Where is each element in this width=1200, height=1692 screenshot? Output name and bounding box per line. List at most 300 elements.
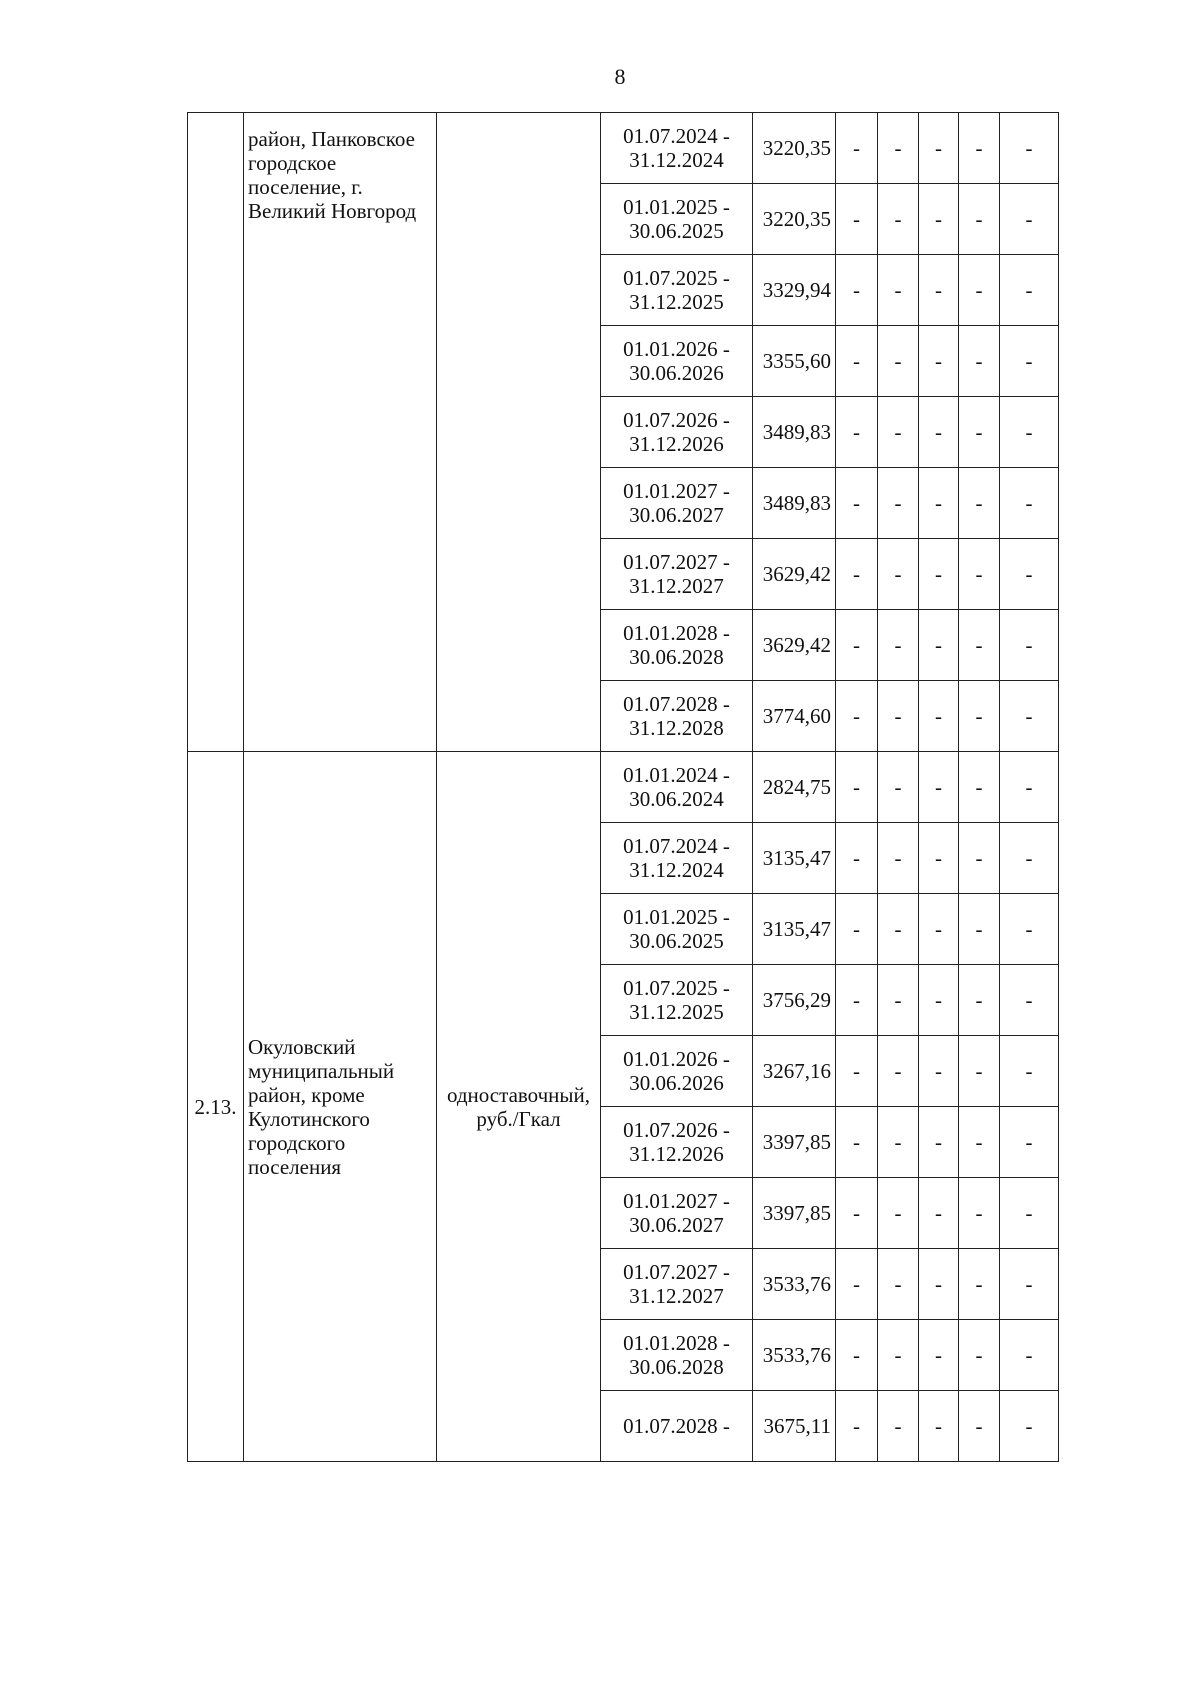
period-cell: [601, 255, 753, 326]
empty-value-cell: [878, 468, 919, 539]
period-end: 30.06.2026: [629, 1071, 724, 1095]
dash-mark: -: [853, 1201, 860, 1225]
dash-mark: -: [975, 420, 983, 444]
period-end: 31.12.2025: [629, 290, 724, 314]
period-start: 01.01.2028 -: [623, 621, 730, 645]
dash-mark: -: [853, 491, 860, 515]
dash-mark: -: [853, 1414, 860, 1438]
empty-value-cell: [878, 823, 919, 894]
period-cell: [601, 326, 753, 397]
dash-mark: -: [975, 491, 983, 515]
empty-value-cell: [878, 1036, 919, 1107]
tariff-value-cell: [753, 1320, 836, 1391]
empty-value-cell: [1000, 113, 1059, 184]
empty-value-cell: [919, 1178, 959, 1249]
empty-value-cell: [919, 823, 959, 894]
region-name-line: поселения: [248, 1154, 342, 1179]
empty-value-cell: [1000, 255, 1059, 326]
empty-value-cell: [1000, 894, 1059, 965]
dash-mark: -: [1025, 917, 1033, 941]
empty-value-cell: [1000, 539, 1059, 610]
empty-value-cell: [919, 681, 959, 752]
tariff-type-line: одноставочный,: [446, 1082, 591, 1107]
period-start: 01.07.2025 -: [623, 266, 730, 290]
period-cell: [601, 681, 753, 752]
dash-mark: -: [975, 136, 983, 160]
tariff-value: 3220,35: [762, 207, 831, 231]
dash-mark: -: [975, 1130, 983, 1154]
empty-value-cell: [1000, 823, 1059, 894]
empty-value-cell: [878, 1320, 919, 1391]
period-end: 30.06.2028: [629, 1355, 724, 1379]
dash-mark: -: [853, 1272, 860, 1296]
empty-value-cell: [836, 965, 878, 1036]
item-number: 2.13.: [194, 1094, 237, 1119]
tariff-value: 3489,83: [762, 491, 831, 515]
region-name-line: район, кроме: [248, 1082, 365, 1107]
empty-value-cell: [959, 1036, 1000, 1107]
empty-value-cell: [836, 752, 878, 823]
empty-value-cell: [959, 1320, 1000, 1391]
empty-value-cell: [959, 1178, 1000, 1249]
empty-value-cell: [878, 752, 919, 823]
tariff-value-cell: [753, 1249, 836, 1320]
period-start: 01.01.2027 -: [623, 1189, 730, 1213]
dash-mark: -: [894, 633, 902, 657]
period-end: 31.12.2024: [629, 858, 724, 882]
period-end: 30.06.2027: [629, 503, 724, 527]
tariff-value-cell: [753, 823, 836, 894]
dash-mark: -: [975, 278, 983, 302]
period-cell: [601, 1107, 753, 1178]
empty-value-cell: [878, 1391, 919, 1462]
empty-value-cell: [959, 468, 1000, 539]
empty-value-cell: [836, 1391, 878, 1462]
period-cell: [601, 752, 753, 823]
region-name-line: Кулотинского: [248, 1106, 370, 1131]
dash-mark: -: [975, 775, 983, 799]
empty-value-cell: [919, 326, 959, 397]
tariff-value: 3397,85: [762, 1130, 831, 1154]
dash-mark: -: [853, 136, 860, 160]
empty-value-cell: [836, 397, 878, 468]
empty-value-cell: [836, 1036, 878, 1107]
period-end: 30.06.2024: [629, 787, 724, 811]
empty-value-cell: [919, 1320, 959, 1391]
empty-value-cell: [959, 1391, 1000, 1462]
region-name-line: поселение, г.: [248, 175, 363, 199]
dash-mark: -: [935, 491, 942, 515]
dash-mark: -: [935, 420, 942, 444]
dash-mark: -: [1025, 633, 1033, 657]
dash-mark: -: [853, 349, 860, 373]
empty-value-cell: [836, 823, 878, 894]
period-start: 01.07.2025 -: [623, 976, 730, 1000]
period-end: 31.12.2027: [629, 574, 724, 598]
dash-mark: -: [894, 1272, 902, 1296]
dash-mark: -: [1025, 1059, 1033, 1083]
empty-value-cell: [878, 1249, 919, 1320]
period-end: 31.12.2025: [629, 1000, 724, 1024]
region-name-line: муниципальный: [248, 1058, 395, 1083]
empty-value-cell: [878, 397, 919, 468]
empty-value-cell: [836, 255, 878, 326]
tariff-value: 3675,11: [763, 1414, 831, 1438]
empty-value-cell: [959, 752, 1000, 823]
empty-value-cell: [836, 184, 878, 255]
empty-value-cell: [959, 113, 1000, 184]
period-end: 31.12.2024: [629, 148, 724, 172]
period-end: 30.06.2025: [629, 929, 724, 953]
empty-value-cell: [959, 255, 1000, 326]
tariff-value-cell: [753, 326, 836, 397]
tariff-value: 3220,35: [762, 136, 831, 160]
dash-mark: -: [894, 278, 902, 302]
dash-mark: -: [853, 775, 860, 799]
empty-value-cell: [1000, 1107, 1059, 1178]
dash-mark: -: [894, 846, 902, 870]
empty-value-cell: [919, 894, 959, 965]
dash-mark: -: [975, 562, 983, 586]
empty-value-cell: [878, 539, 919, 610]
region-name-line: городское: [248, 151, 337, 175]
empty-value-cell: [1000, 681, 1059, 752]
period-start: 01.07.2026 -: [623, 408, 730, 432]
dash-mark: -: [935, 278, 942, 302]
dash-mark: -: [1025, 704, 1033, 728]
dash-mark: -: [935, 633, 942, 657]
period-end: 31.12.2026: [629, 432, 724, 456]
empty-value-cell: [1000, 397, 1059, 468]
empty-value-cell: [959, 326, 1000, 397]
period-cell: [601, 468, 753, 539]
dash-mark: -: [1025, 1343, 1033, 1367]
empty-value-cell: [919, 184, 959, 255]
period-cell: [601, 823, 753, 894]
empty-value-cell: [1000, 965, 1059, 1036]
region-cell: [244, 113, 437, 752]
empty-value-cell: [836, 894, 878, 965]
dash-mark: -: [894, 207, 902, 231]
dash-mark: -: [894, 420, 902, 444]
tariff-value-cell: [753, 1107, 836, 1178]
dash-mark: -: [975, 988, 983, 1012]
period-cell: [601, 1320, 753, 1391]
table-row: [188, 113, 1059, 184]
period-cell: [601, 184, 753, 255]
dash-mark: -: [894, 136, 902, 160]
period-start: 01.01.2026 -: [623, 337, 730, 361]
empty-value-cell: [959, 610, 1000, 681]
dash-mark: -: [853, 207, 860, 231]
period-cell: [601, 1178, 753, 1249]
dash-mark: -: [975, 917, 983, 941]
period-start: 01.01.2026 -: [623, 1047, 730, 1071]
empty-value-cell: [1000, 1320, 1059, 1391]
empty-value-cell: [919, 610, 959, 681]
empty-value-cell: [836, 1320, 878, 1391]
tariff-value: 3756,29: [762, 988, 831, 1012]
region-name-line: городского: [248, 1130, 346, 1155]
dash-mark: -: [894, 1343, 902, 1367]
empty-value-cell: [1000, 184, 1059, 255]
period-end: 31.12.2027: [629, 1284, 724, 1308]
dash-mark: -: [935, 1272, 942, 1296]
tariff-value: 3774,60: [762, 704, 831, 728]
dash-mark: -: [1025, 278, 1033, 302]
empty-value-cell: [919, 1036, 959, 1107]
empty-value-cell: [878, 1178, 919, 1249]
dash-mark: -: [935, 988, 942, 1012]
dash-mark: -: [1025, 420, 1033, 444]
dash-mark: -: [1025, 562, 1033, 586]
dash-mark: -: [935, 775, 942, 799]
tariff-value-cell: [753, 965, 836, 1036]
empty-value-cell: [959, 1249, 1000, 1320]
dash-mark: -: [935, 562, 942, 586]
tariff-value: 2824,75: [762, 775, 831, 799]
empty-value-cell: [878, 965, 919, 1036]
empty-value-cell: [919, 965, 959, 1036]
dash-mark: -: [935, 1130, 942, 1154]
dash-mark: -: [975, 349, 983, 373]
empty-value-cell: [1000, 1178, 1059, 1249]
empty-value-cell: [919, 1391, 959, 1462]
dash-mark: -: [1025, 846, 1033, 870]
dash-mark: -: [975, 1343, 983, 1367]
empty-value-cell: [878, 1107, 919, 1178]
dash-mark: -: [935, 917, 942, 941]
empty-value-cell: [878, 184, 919, 255]
page-number: 8: [614, 64, 626, 89]
dash-mark: -: [1025, 1414, 1033, 1438]
item-number-cell: [188, 752, 244, 1462]
dash-mark: -: [935, 1059, 942, 1083]
tariff-value: 3135,47: [762, 917, 831, 941]
dash-mark: -: [1025, 207, 1033, 231]
period-cell: [601, 610, 753, 681]
region-cell: [244, 752, 437, 1462]
empty-value-cell: [959, 397, 1000, 468]
dash-mark: -: [975, 1272, 983, 1296]
tariff-type-cell: [437, 752, 601, 1462]
dash-mark: -: [935, 1343, 942, 1367]
tariff-value-cell: [753, 255, 836, 326]
dash-mark: -: [975, 1059, 983, 1083]
dash-mark: -: [975, 1414, 983, 1438]
period-start: 01.01.2025 -: [623, 195, 730, 219]
empty-value-cell: [1000, 1249, 1059, 1320]
tariff-value: 3533,76: [762, 1343, 831, 1367]
period-cell: [601, 1036, 753, 1107]
dash-mark: -: [1025, 349, 1033, 373]
dash-mark: -: [935, 136, 942, 160]
tariff-value-cell: [753, 1036, 836, 1107]
dash-mark: -: [935, 846, 942, 870]
period-cell: [601, 894, 753, 965]
dash-mark: -: [894, 988, 902, 1012]
tariff-value: 3267,16: [762, 1059, 831, 1083]
empty-value-cell: [1000, 468, 1059, 539]
empty-value-cell: [959, 539, 1000, 610]
dash-mark: -: [935, 349, 942, 373]
empty-value-cell: [878, 113, 919, 184]
empty-value-cell: [919, 113, 959, 184]
period-start: 01.07.2027 -: [623, 550, 730, 574]
tariff-value: 3329,94: [762, 278, 831, 302]
empty-value-cell: [919, 1249, 959, 1320]
empty-value-cell: [836, 468, 878, 539]
tariff-value-cell: [753, 1178, 836, 1249]
empty-value-cell: [878, 681, 919, 752]
dash-mark: -: [853, 562, 860, 586]
dash-mark: -: [894, 775, 902, 799]
dash-mark: -: [853, 1343, 860, 1367]
period-cell: [601, 113, 753, 184]
dash-mark: -: [1025, 775, 1033, 799]
tariff-value-cell: [753, 610, 836, 681]
tariff-value: 3533,76: [762, 1272, 831, 1296]
tariff-table: [187, 112, 1059, 1462]
table-row: [188, 752, 1059, 823]
empty-value-cell: [919, 255, 959, 326]
dash-mark: -: [935, 1201, 942, 1225]
period-cell: [601, 397, 753, 468]
empty-value-cell: [1000, 326, 1059, 397]
empty-value-cell: [919, 752, 959, 823]
dash-mark: -: [1025, 1272, 1033, 1296]
dash-mark: -: [975, 704, 983, 728]
tariff-value-cell: [753, 539, 836, 610]
tariff-value: 3629,42: [762, 633, 831, 657]
tariff-value-cell: [753, 1391, 836, 1462]
period-end: 30.06.2027: [629, 1213, 724, 1237]
tariff-value-cell: [753, 397, 836, 468]
dash-mark: -: [853, 1059, 860, 1083]
tariff-value-cell: [753, 681, 836, 752]
dash-mark: -: [894, 917, 902, 941]
dash-mark: -: [1025, 136, 1033, 160]
tariff-value: 3489,83: [762, 420, 831, 444]
dash-mark: -: [853, 1130, 860, 1154]
dash-mark: -: [894, 1201, 902, 1225]
dash-mark: -: [894, 1059, 902, 1083]
period-cell: [601, 965, 753, 1036]
period-cell: [601, 539, 753, 610]
empty-value-cell: [836, 326, 878, 397]
empty-value-cell: [836, 539, 878, 610]
period-start: 01.07.2024 -: [623, 834, 730, 858]
empty-value-cell: [919, 539, 959, 610]
empty-value-cell: [836, 1249, 878, 1320]
dash-mark: -: [894, 562, 902, 586]
tariff-value-cell: [753, 894, 836, 965]
dash-mark: -: [894, 491, 902, 515]
tariff-value: 3629,42: [762, 562, 831, 586]
period-start: 01.07.2027 -: [623, 1260, 730, 1284]
dash-mark: -: [894, 704, 902, 728]
empty-value-cell: [1000, 1036, 1059, 1107]
period-start: 01.07.2028 -: [623, 1414, 730, 1438]
period-end: 31.12.2026: [629, 1142, 724, 1166]
period-end: 30.06.2026: [629, 361, 724, 385]
empty-value-cell: [959, 894, 1000, 965]
empty-value-cell: [878, 326, 919, 397]
empty-value-cell: [959, 823, 1000, 894]
region-name-line: Окуловский: [248, 1034, 356, 1059]
period-end: 31.12.2028: [629, 716, 724, 740]
dash-mark: -: [853, 917, 860, 941]
dash-mark: -: [975, 846, 983, 870]
dash-mark: -: [853, 420, 860, 444]
empty-value-cell: [878, 610, 919, 681]
empty-value-cell: [1000, 752, 1059, 823]
tariff-value: 3397,85: [762, 1201, 831, 1225]
empty-value-cell: [919, 468, 959, 539]
dash-mark: -: [853, 278, 860, 302]
dash-mark: -: [894, 349, 902, 373]
tariff-type-line: руб./Гкал: [476, 1106, 561, 1131]
period-start: 01.01.2027 -: [623, 479, 730, 503]
empty-value-cell: [836, 113, 878, 184]
empty-value-cell: [959, 965, 1000, 1036]
dash-mark: -: [975, 207, 983, 231]
dash-mark: -: [1025, 1201, 1033, 1225]
dash-mark: -: [935, 207, 942, 231]
empty-value-cell: [919, 1107, 959, 1178]
dash-mark: -: [1025, 988, 1033, 1012]
tariff-value-cell: [753, 468, 836, 539]
period-end: 30.06.2025: [629, 219, 724, 243]
empty-value-cell: [959, 681, 1000, 752]
tariff-value-cell: [753, 184, 836, 255]
dash-mark: -: [853, 633, 860, 657]
period-start: 01.01.2028 -: [623, 1331, 730, 1355]
period-start: 01.07.2026 -: [623, 1118, 730, 1142]
period-cell: [601, 1391, 753, 1462]
dash-mark: -: [935, 1414, 942, 1438]
period-start: 01.01.2025 -: [623, 905, 730, 929]
empty-value-cell: [878, 255, 919, 326]
dash-mark: -: [935, 704, 942, 728]
dash-mark: -: [894, 1130, 902, 1154]
empty-value-cell: [836, 610, 878, 681]
dash-mark: -: [853, 988, 860, 1012]
tariff-value: 3135,47: [762, 846, 831, 870]
dash-mark: -: [975, 1201, 983, 1225]
dash-mark: -: [853, 846, 860, 870]
dash-mark: -: [853, 704, 860, 728]
dash-mark: -: [1025, 1130, 1033, 1154]
period-start: 01.01.2024 -: [623, 763, 730, 787]
dash-mark: -: [1025, 491, 1033, 515]
empty-value-cell: [836, 1178, 878, 1249]
tariff-type-cell: [437, 113, 601, 752]
tariff-value-cell: [753, 113, 836, 184]
empty-value-cell: [959, 1107, 1000, 1178]
empty-value-cell: [1000, 610, 1059, 681]
period-cell: [601, 1249, 753, 1320]
dash-mark: -: [975, 633, 983, 657]
region-name-line: район, Панковское: [248, 127, 415, 151]
empty-value-cell: [836, 1107, 878, 1178]
empty-value-cell: [1000, 1391, 1059, 1462]
period-start: 01.07.2024 -: [623, 124, 730, 148]
period-start: 01.07.2028 -: [623, 692, 730, 716]
empty-value-cell: [878, 894, 919, 965]
tariff-value-cell: [753, 752, 836, 823]
item-number-cell: [188, 113, 244, 752]
